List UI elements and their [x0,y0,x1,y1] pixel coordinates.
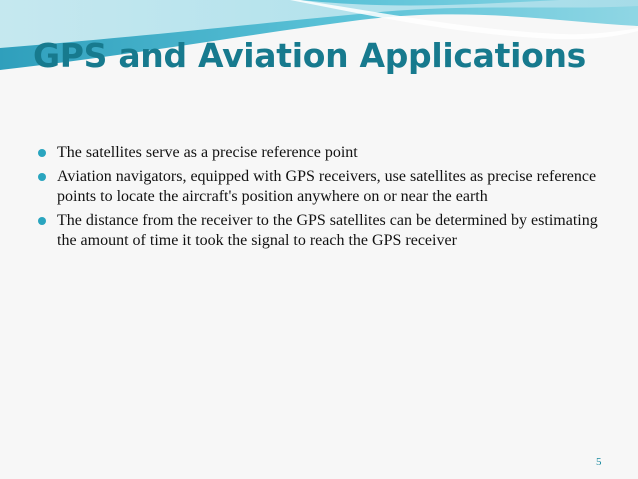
bullet-list [38,143,598,255]
bullet-item [38,143,598,163]
bullet-text: Aviation navigators, equipped with GPS receivers, use satellites as precise reference points to locate the aircraft's position anywhere on or near the earth [57,168,597,205]
bullet-dot-icon [38,217,46,225]
bullet-text: The distance from the receiver to the GPS satellites can be determined by estimating the amount of time it took the signal to reach the GPS receiver [57,212,598,249]
slide-title: GPS and Aviation Applications [33,36,587,75]
bullet-dot-icon [38,149,46,157]
page-number: 5 [596,456,602,468]
bullet-text: The satellites serve as a precise reference point [57,144,358,161]
bullet-dot-icon [38,173,46,181]
bullet-item [38,211,598,251]
bullet-item [38,167,598,207]
